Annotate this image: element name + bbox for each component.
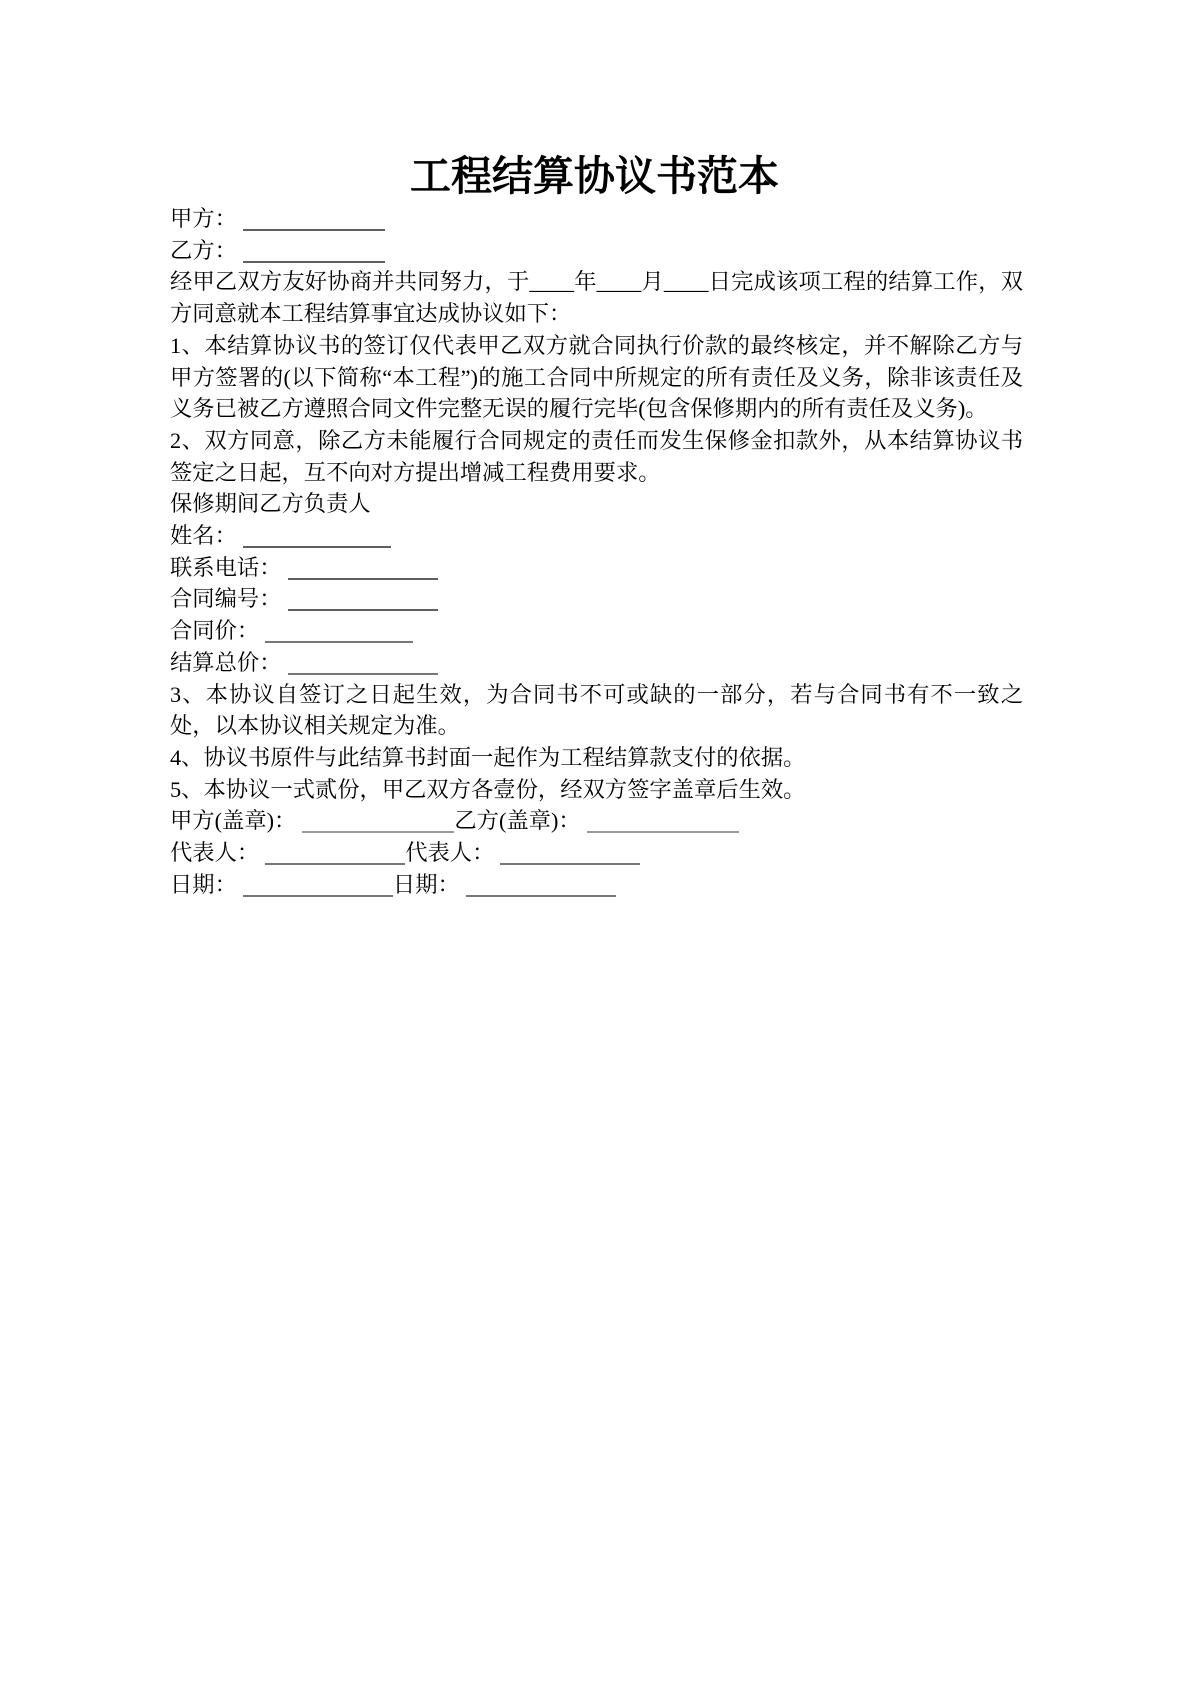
settlement-total-label: 结算总价： xyxy=(170,649,282,675)
document-body xyxy=(170,203,1023,900)
party-b-label: 乙方： xyxy=(170,237,237,263)
rep-b-blank-field xyxy=(500,841,640,865)
party-b-line xyxy=(170,235,1023,267)
party-a-line xyxy=(170,203,1023,235)
contract-no-label: 合同编号： xyxy=(170,586,282,612)
contract-no-line xyxy=(170,583,1023,615)
settlement-total-blank-field xyxy=(288,651,438,675)
rep-a-blank-field xyxy=(265,841,405,865)
intro-paragraph: 经甲乙双方友好协商并共同努力，于____年____月____日完成该项工程的结算工作，双方同意就本工程结算事宜达成协议如下： xyxy=(170,269,1023,327)
clause-3-paragraph: 3、本协议自签订之日起生效，为合同书不可或缺的一部分，若与合同书有不一致之处，以本协议相关规定为准。 xyxy=(170,681,1023,739)
name-line xyxy=(170,520,1023,552)
date-a-blank-field xyxy=(243,872,393,896)
party-b-seal-blank-field xyxy=(587,809,739,833)
phone-line xyxy=(170,552,1023,584)
phone-blank-field xyxy=(288,555,438,579)
date-line xyxy=(170,869,1023,901)
contract-price-blank-field xyxy=(265,619,413,643)
document-title: 工程结算协议书范本 xyxy=(410,153,779,199)
representative-line xyxy=(170,837,1023,869)
clause-5-paragraph: 5、本协议一式贰份，甲乙双方各壹份，经双方签字盖章后生效。 xyxy=(170,776,806,802)
date-b-label: 日期： xyxy=(392,871,460,897)
rep-a-label: 代表人： xyxy=(170,840,260,866)
settlement-total-line xyxy=(170,647,1023,679)
party-b-blank-field xyxy=(243,238,385,262)
contract-no-blank-field xyxy=(288,587,438,611)
clause-2-paragraph: 2、双方同意，除乙方未能履行合同规定的责任而发生保修金扣款外，从本结算协议书签定之日起，互不向对方提出增减工程费用要求。 xyxy=(170,427,1023,485)
date-b-blank-field xyxy=(466,872,616,896)
seal-line xyxy=(170,805,1023,837)
name-blank-field xyxy=(243,524,391,548)
rep-b-label: 代表人： xyxy=(405,840,495,866)
party-a-label: 甲方： xyxy=(170,206,237,231)
contract-price-line xyxy=(170,615,1023,647)
party-a-seal-blank-field xyxy=(302,809,454,833)
clause-1-paragraph: 1、本结算协议书的签订仅代表甲乙双方就合同执行价款的最终核定，并不解除乙方与甲方签署的(以下简称“本工程”)的施工合同中所规定的所有责任及义务，除非该责任及义务已被乙方遵照合同文件完整无误的履行完毕(包含保修期内的所有责任及义务)。 xyxy=(170,332,1023,422)
party-a-seal-label: 甲方(盖章)： xyxy=(170,808,297,834)
clause-4-paragraph: 4、协议书原件与此结算书封面一起作为工程结算款支付的依据。 xyxy=(170,744,806,770)
date-a-label: 日期： xyxy=(170,871,237,897)
party-a-blank-field xyxy=(243,207,385,231)
phone-label: 联系电话： xyxy=(170,554,282,580)
warranty-heading: 保修期间乙方负责人 xyxy=(170,491,371,517)
contract-price-label: 合同价： xyxy=(170,618,260,644)
name-label: 姓名： xyxy=(170,523,237,549)
party-b-seal-label: 乙方(盖章)： xyxy=(454,808,581,834)
